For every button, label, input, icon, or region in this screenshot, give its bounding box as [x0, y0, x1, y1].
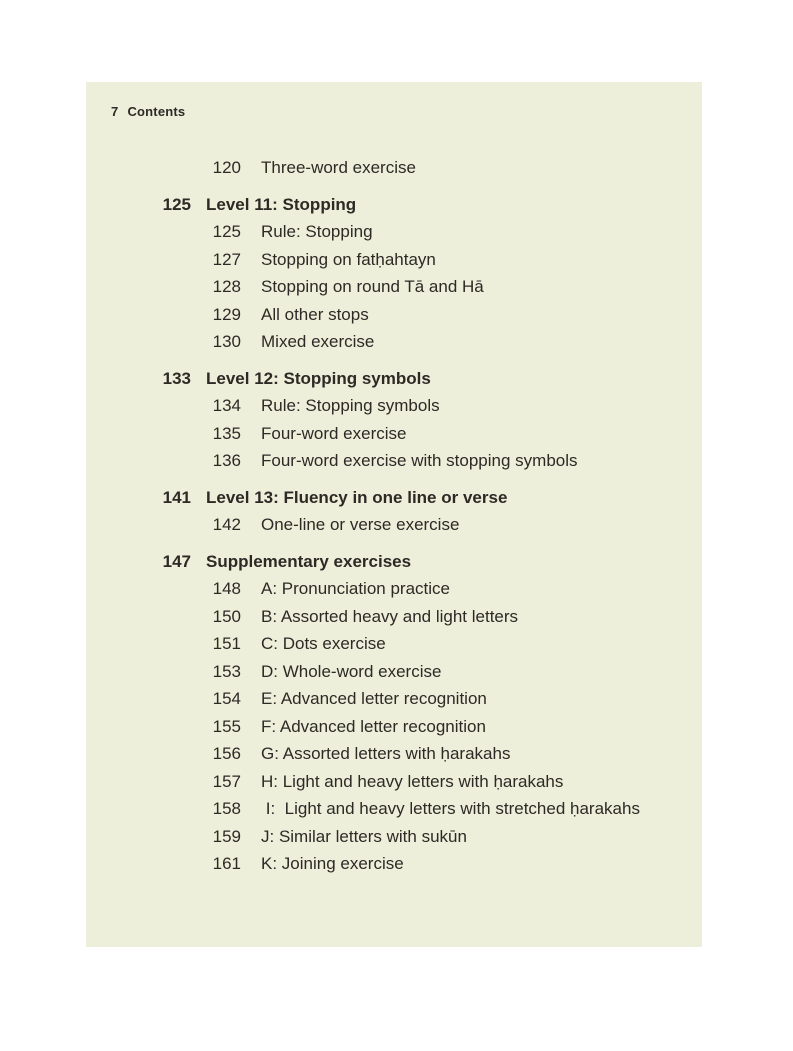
- toc-page-number: 154: [212, 689, 241, 708]
- toc-entry-label: I: Light and heavy letters with stretched ḥarakahs: [261, 799, 640, 818]
- toc-entry-row: [86, 154, 702, 182]
- toc-section-row: [86, 484, 702, 512]
- toc-entry-row: [86, 575, 702, 603]
- toc-entry-label: One-line or verse exercise: [261, 515, 460, 534]
- toc-page-number: 151: [212, 634, 241, 653]
- toc-entry-row: [86, 740, 702, 768]
- toc-entry-label: All other stops: [261, 304, 369, 324]
- toc-page-number: 142: [212, 515, 241, 534]
- toc-entry-label: Four-word exercise: [261, 423, 407, 443]
- header-page-number: 7: [111, 104, 119, 119]
- toc-entry-row: [86, 823, 702, 851]
- toc-page-number: 130: [212, 332, 241, 351]
- book-page: [86, 82, 702, 947]
- toc-entry-row: [86, 713, 702, 741]
- toc-page-number: 147: [162, 551, 191, 571]
- toc-entry-label: Supplementary exercises: [206, 551, 412, 571]
- toc-entry-row: [86, 328, 702, 356]
- toc-page-number: 158: [212, 799, 241, 818]
- toc-page-number: 161: [212, 854, 241, 873]
- toc-entry-row: [86, 218, 702, 246]
- toc-entry-row: [86, 850, 702, 878]
- toc-page-number: 153: [212, 661, 241, 681]
- toc-entry-label: E: Advanced letter recognition: [261, 689, 487, 708]
- toc-page-number: 155: [212, 716, 241, 736]
- toc-page-number: 125: [212, 222, 241, 241]
- toc-entry-label: B: Assorted heavy and light letters: [261, 606, 519, 626]
- toc-entry-label: Stopping on fatḥahtayn: [261, 249, 436, 269]
- toc-entry-row: [86, 420, 702, 448]
- toc-section-row: [86, 191, 702, 219]
- toc-entry-label: Rule: Stopping: [261, 222, 373, 241]
- toc-page-number: 156: [212, 744, 241, 763]
- toc-page-number: 128: [212, 277, 241, 296]
- toc-entry-label: Level 13: Fluency in one line or verse: [206, 487, 508, 507]
- toc-entry-row: [86, 511, 702, 539]
- toc-page-number: 136: [212, 451, 241, 470]
- header-title: Contents: [127, 104, 186, 119]
- toc-entry-row: [86, 273, 702, 301]
- toc-entry-row: [86, 795, 702, 823]
- toc-entry-label: Level 11: Stopping: [206, 194, 357, 214]
- toc-page-number: 127: [212, 249, 241, 269]
- toc-entry-label: Rule: Stopping symbols: [261, 396, 440, 415]
- toc-entry-label: Three-word exercise: [261, 158, 416, 177]
- toc-page-number: 135: [212, 423, 241, 443]
- toc-entry-label: Four-word exercise with stopping symbols: [261, 451, 578, 470]
- toc-entry-label: Mixed exercise: [261, 332, 375, 351]
- toc-entry-label: H: Light and heavy letters with ḥarakahs: [261, 771, 564, 791]
- toc-entry-label: Stopping on round Tā and Hā: [261, 277, 484, 296]
- toc-entry-row: [86, 630, 702, 658]
- toc-page-number: 134: [212, 396, 241, 415]
- toc-page-number: 141: [162, 487, 191, 507]
- toc-entry-row: [86, 246, 702, 274]
- toc-page-number: 129: [212, 304, 241, 324]
- toc-page-number: 125: [162, 194, 191, 214]
- toc-entry-row: [86, 447, 702, 475]
- toc-entry-label: C: Dots exercise: [261, 634, 386, 653]
- toc-entry-row: [86, 603, 702, 631]
- toc-list: [86, 154, 702, 878]
- toc-entry-label: J: Similar letters with sukūn: [261, 826, 467, 846]
- toc-page-number: 120: [212, 158, 241, 177]
- toc-entry-row: [86, 768, 702, 796]
- toc-page-number: 148: [212, 579, 241, 598]
- toc-entry-label: Level 12: Stopping symbols: [206, 368, 431, 388]
- page-header: [111, 104, 185, 119]
- toc-entry-label: K: Joining exercise: [261, 854, 404, 873]
- toc-page-number: 150: [212, 606, 241, 626]
- toc-section-row: [86, 365, 702, 393]
- toc-entry-label: F: Advanced letter recognition: [261, 716, 486, 736]
- toc-entry-row: [86, 392, 702, 420]
- toc-section-row: [86, 548, 702, 576]
- toc-entry-label: D: Whole-word exercise: [261, 661, 442, 681]
- toc-entry-row: [86, 301, 702, 329]
- toc-page-number: 157: [212, 771, 241, 791]
- toc-page-number: 159: [212, 826, 241, 846]
- toc-entry-row: [86, 685, 702, 713]
- toc-entry-row: [86, 658, 702, 686]
- toc-entry-label: A: Pronunciation practice: [261, 579, 450, 598]
- toc-page-number: 133: [162, 368, 191, 388]
- toc-entry-label: G: Assorted letters with ḥarakahs: [261, 744, 511, 763]
